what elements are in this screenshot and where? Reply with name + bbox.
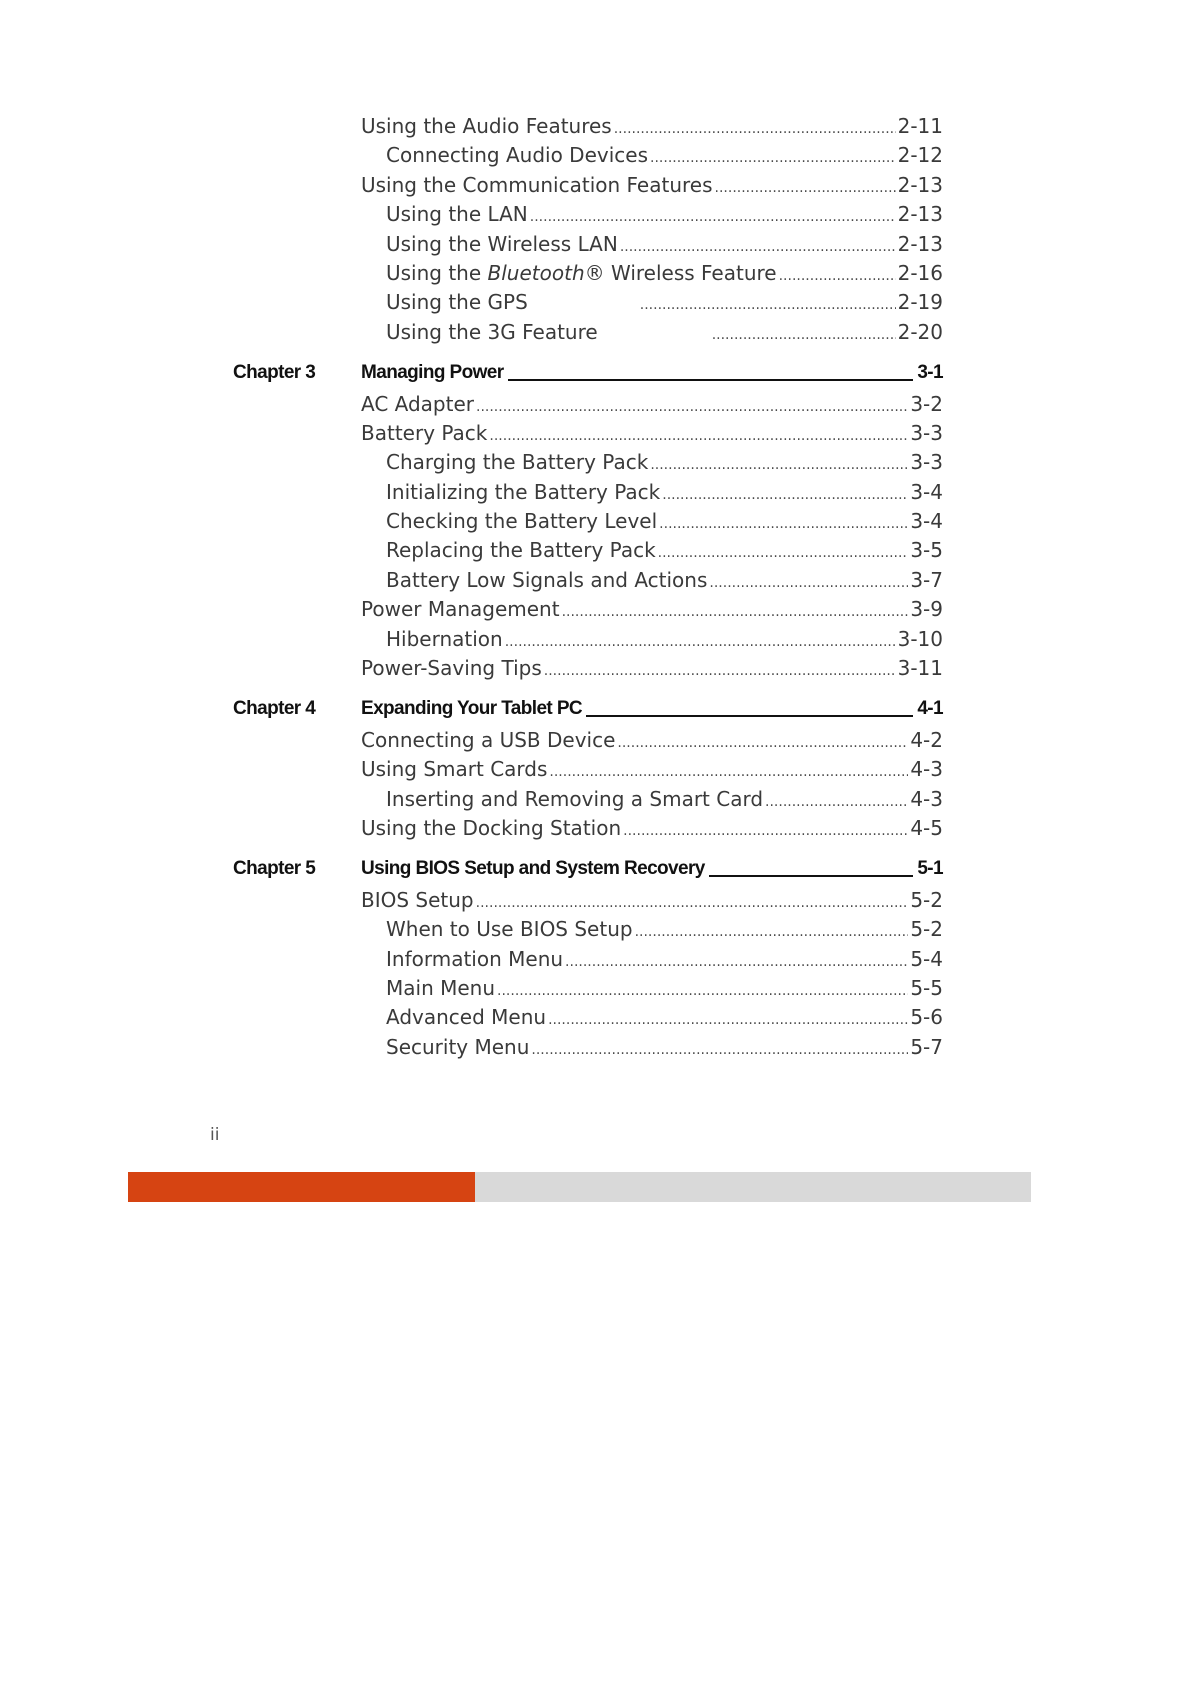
underline-leader [508, 362, 914, 381]
page-number: ii [210, 1125, 220, 1145]
toc-entry[interactable] [0, 390, 1190, 419]
dot-leader [565, 948, 908, 977]
toc-entry[interactable] [0, 654, 1190, 683]
dot-leader [476, 393, 908, 422]
toc-entry-title: Main Menu [386, 975, 496, 1000]
toc-entry-page: 5-5 [910, 975, 943, 1000]
toc-entry-page: 2-16 [897, 260, 943, 285]
footer-accent-bar [128, 1172, 475, 1202]
toc-entry[interactable] [0, 419, 1190, 448]
toc-entry-title: When to Use BIOS Setup [386, 917, 633, 942]
toc-entry[interactable] [0, 726, 1190, 755]
toc-entry-title: Using the GPS [386, 290, 528, 315]
toc-entry-page: 5-2 [910, 917, 943, 942]
toc-entry[interactable] [0, 566, 1190, 595]
title-part: Using the [386, 260, 488, 285]
toc-entry-title: Using Smart Cards [361, 757, 548, 782]
title-italic-part: Bluetooth [487, 260, 585, 285]
dot-leader [650, 451, 908, 480]
dot-leader [614, 115, 896, 144]
toc-entry-title: Battery Low Signals and Actions [386, 567, 708, 592]
toc-entry-title: Connecting Audio Devices [386, 143, 649, 168]
toc-entry-page: 3-10 [897, 626, 943, 651]
dot-leader [650, 144, 896, 173]
toc-entry-page: 3-3 [910, 450, 943, 475]
dot-leader [658, 539, 909, 568]
toc-entry-page: 3-4 [910, 509, 943, 534]
chapter-title: Expanding Your Tablet PC [361, 698, 583, 720]
toc-entry-title: Charging the Battery Pack [386, 450, 649, 475]
chapter-page: 5-1 [917, 858, 943, 880]
toc-entry-page: 4-3 [910, 757, 943, 782]
toc-entry-page: 2-20 [897, 319, 943, 344]
toc-entry-page: 2-12 [897, 143, 943, 168]
toc-entry-page: 5-4 [910, 946, 943, 971]
toc-entry[interactable] [0, 536, 1190, 565]
dot-leader [505, 628, 896, 657]
chapter-page: 3-1 [917, 362, 943, 384]
toc-entry-title: Initializing the Battery Pack [386, 479, 661, 504]
toc-entry-title: Using the Audio Features [361, 114, 612, 138]
toc-entry[interactable] [0, 974, 1190, 1003]
toc-entry[interactable] [0, 448, 1190, 477]
toc-entry-title: Checking the Battery Level [386, 509, 658, 534]
toc-entry[interactable] [0, 785, 1190, 814]
toc-entry-page: 3-5 [910, 538, 943, 563]
dot-leader [489, 422, 908, 451]
chapter-page: 4-1 [917, 698, 943, 720]
toc-entry-page: 3-4 [910, 479, 943, 504]
toc-entry-page: 2-13 [897, 231, 943, 256]
chapter-title: Using BIOS Setup and System Recovery [361, 858, 705, 880]
dot-leader [562, 598, 909, 627]
toc-entry[interactable] [0, 230, 1190, 259]
dot-leader [715, 174, 896, 203]
toc-entry-title: AC Adapter [361, 391, 474, 416]
toc-entry-title: Security Menu [386, 1034, 530, 1059]
toc-entry-title: Using the Communication Features [361, 172, 713, 197]
dot-leader [779, 262, 896, 291]
toc-entry-title: Replacing the Battery Pack [386, 538, 656, 563]
toc-entry-page: 2-11 [897, 114, 943, 138]
toc-entry-title: Battery Pack [361, 420, 488, 445]
toc-entry[interactable] [0, 288, 1190, 317]
toc-entry-page: 4-2 [910, 727, 943, 752]
toc-entry[interactable] [0, 625, 1190, 654]
toc-entry-title: Using the 3G Feature [386, 319, 598, 344]
toc-entry[interactable] [0, 507, 1190, 536]
dot-leader [531, 1036, 908, 1065]
dot-leader [765, 788, 908, 817]
dot-leader [544, 657, 896, 686]
dot-leader [476, 889, 909, 918]
footer-bar [128, 1172, 1031, 1202]
toc-entry-page: 3-9 [910, 597, 943, 622]
toc-entry-page: 3-3 [910, 420, 943, 445]
chapter-title: Managing Power [361, 362, 504, 384]
underline-leader [586, 698, 913, 717]
toc-entry[interactable] [0, 595, 1190, 624]
toc-entry-title: Power Management [361, 597, 560, 622]
toc-entry-title: Using the Docking Station [361, 815, 622, 840]
toc-entry[interactable] [0, 945, 1190, 974]
toc-entry-page: 3-2 [910, 391, 943, 416]
dot-leader [640, 291, 896, 320]
chapter-label: Chapter 5 [233, 858, 316, 880]
chapter-heading[interactable] [0, 854, 1190, 883]
dot-leader [635, 918, 909, 947]
toc-entry-page: 5-2 [910, 887, 943, 912]
toc-entry[interactable] [0, 200, 1190, 229]
toc-entry[interactable] [0, 1003, 1190, 1032]
dot-leader [623, 817, 908, 846]
chapter-heading[interactable] [0, 694, 1190, 723]
toc-entry-title: Hibernation [386, 626, 503, 651]
toc-entry-title: BIOS Setup [361, 887, 474, 912]
title-part: ® Wireless Feature [584, 260, 777, 285]
toc-entry-title: Using the LAN [386, 202, 528, 227]
toc-entry[interactable] [0, 318, 1190, 347]
toc-entry[interactable] [0, 141, 1190, 170]
dot-leader [530, 203, 896, 232]
table-of-contents [0, 112, 1190, 1062]
dot-leader [497, 977, 908, 1006]
toc-entry[interactable] [0, 915, 1190, 944]
toc-entry-page: 2-13 [897, 202, 943, 227]
underline-leader [709, 858, 914, 877]
toc-entry[interactable] [0, 478, 1190, 507]
toc-entry-page: 5-6 [910, 1005, 943, 1030]
toc-entry[interactable] [0, 112, 1190, 141]
dot-leader [548, 1006, 908, 1035]
chapter-heading[interactable] [0, 358, 1190, 387]
dot-leader [659, 510, 908, 539]
toc-entry-title: Using the Wireless LAN [386, 231, 618, 256]
toc-entry-page: 2-13 [897, 172, 943, 197]
toc-entry-title: Connecting a USB Device [361, 727, 616, 752]
toc-entry-page: 4-3 [910, 786, 943, 811]
toc-entry-title: Power-Saving Tips [361, 656, 542, 681]
dot-leader [617, 729, 908, 758]
toc-entry[interactable] [0, 171, 1190, 200]
toc-entry[interactable] [0, 755, 1190, 784]
dot-leader [712, 321, 896, 350]
toc-entry-title: Advanced Menu [386, 1005, 547, 1030]
dot-leader [662, 481, 908, 510]
toc-entry[interactable] [0, 886, 1190, 915]
toc-entry-page: 3-11 [897, 656, 943, 681]
toc-entry[interactable] [0, 259, 1190, 288]
dot-leader [549, 758, 908, 787]
dot-leader [620, 233, 896, 262]
toc-entry-page: 4-5 [910, 815, 943, 840]
chapter-label: Chapter 4 [233, 698, 316, 720]
toc-entry-title [386, 259, 779, 288]
chapter-label: Chapter 3 [233, 362, 316, 384]
toc-entry-title: Information Menu [386, 946, 564, 971]
toc-entry-page: 2-19 [897, 290, 943, 315]
toc-entry[interactable] [0, 814, 1190, 843]
toc-entry-page: 5-7 [910, 1034, 943, 1059]
toc-entry-title: Inserting and Removing a Smart Card [386, 786, 764, 811]
toc-entry[interactable] [0, 1033, 1190, 1062]
dot-leader [709, 569, 908, 598]
toc-entry-page: 3-7 [910, 567, 943, 592]
